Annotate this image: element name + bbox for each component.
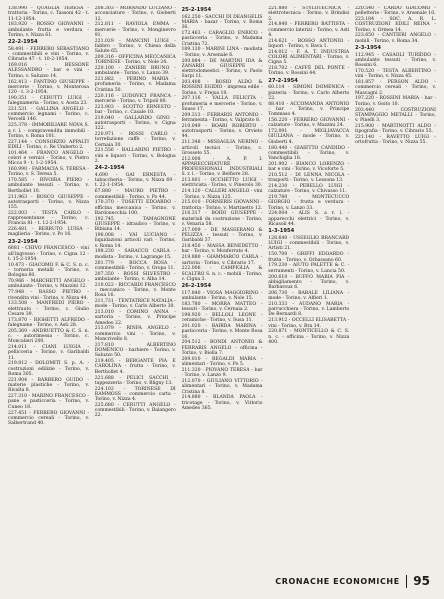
register-entry: 224.102 - TORINESE DI RAMMOSS - commercio carta - Torino, v. Nizza 4. <box>94 386 176 403</box>
register-entry: 219.405 - BERGANTE PIA E CAROLINA - frutta - Torino, v. Berthollet 4. <box>94 359 176 375</box>
register-entry: 207.116 - VALLA FELICITA - profumeria e mercerie - Torino, v. Snaso 17. <box>181 96 263 112</box>
register-entry: 196.008 - VAI LUCIANO - liquidazioni articoli vari - Torino, v. Roma 14. <box>94 233 176 249</box>
register-entry: 210.022 - RICCARDI FRANCESCO - meccanico - Torino, v. Monte Rosa 16. <box>94 282 176 299</box>
register-entry: 200.610 - BUFFO MARIA PIA - abbigliamento - Torino, v. Barbaroux 6. <box>268 274 350 290</box>
register-entry: 198.230 - SARACCO CARLA - modista - Torino, v. Lagrange 15. <box>94 249 176 260</box>
register-entry: 211.348 - MISSAGLIA NERINO - articoli tecnici - Torino, c. Grosseto 55. <box>181 140 263 156</box>
register-entry: 183.780 - MORRA MATTEO - tessuti - Torino, v. Cernaia 2. <box>181 301 263 313</box>
register-entry: 213.079 - RINFA ANGELO - commercio vini - Torino, v. Moncrivello 8. <box>94 326 176 342</box>
register-entry: 58.491 - FERRERO SEBASTIANO - commestibili e vini - Torino, v. Cibrario 47 - t. 10-2-1954. <box>8 46 89 63</box>
register-entry: 214.120 - CALLERI ANGELO - vini - Torino, v. Nizza 125. <box>181 189 263 200</box>
register-entry: 160.990 - FARMACIA S. TERESA - Torino, v. S. Teresa 5. <box>8 167 89 178</box>
register-entry: 206.730 - BARALE LILIANA - mode - Torino, v. Alfieri 1. <box>268 290 350 302</box>
register-entry: 215.900 - MARTINOTTI ALDO - tipografia - Torino, v. Cibrario 55. <box>355 123 436 135</box>
register-entry: 221.880 - STYLOTECNICA - elettrotecnica - Torino, v. Brindisi 2. <box>268 6 350 22</box>
register-entry: 203.408 - BOSIO ALDO & ROSSINI EGIDIO - impresa edile - Torino, v. Frejus 10. <box>181 80 263 96</box>
register-entry: 192.745 - TAMAGNONE GIUSEPPE - idraulico - Torino, v. Bibiana 14. <box>94 216 176 233</box>
register-entry: 189.130 - MARINI LINA - modista - Torino, v. Arsenale 6. <box>181 47 263 58</box>
register-entry: 215.010 - FORNERIS GIOVANNI - trattoria - Torino, v. Martinetto 12. <box>181 200 263 211</box>
column-3 <box>182 6 263 574</box>
register-entry: 133.508 - MANFREDI PIERO - elettrauto - Torino, c. Giulio Cesare 39. <box>8 301 89 317</box>
register-entry: 227.451 - FERRERO GIOVANNI - commercio cereali - Torino, v. Salbertrand 40. <box>8 410 89 426</box>
register-entry: 170.370 - TOSETTI EDOARDO - officina meccanica - Torino, v. Bardonecchia 100. <box>94 200 176 216</box>
register-entry: 214.011 - CIANI LUIGIA - pellicceria - Torino, v. Garibaldi 11. <box>8 345 89 361</box>
date-heading: 22-2-1954 <box>8 39 38 46</box>
register-entry: 223.650 - CANTIERI ANGELO - mobili - Torino, v. Roma 34. <box>355 33 436 44</box>
register-entry: 211.320 - PIOVANO TERESA - bar - Torino, v. Lanzo 9. <box>181 367 263 379</box>
page-footer <box>275 574 430 588</box>
register-entry: 201.779 - BOCCA ROSA - commestibili - Torino, v. Oropa 11. <box>94 260 176 271</box>
register-entry: 225.680 - CERUTTI ANGELO - commestibili - Torino, v. Balangero 22. <box>94 402 176 419</box>
register-entry: 169.016 - BESSONE ALESSANDRO - bar e vini - Torino, v. Saluzzo 14. <box>8 63 89 79</box>
register-entry: 128.640 - USSEGLIO BRANCARD LUIGI - commestibili - Torino, v. Artisti 21. <box>268 235 350 252</box>
register-entry: 220.971 - ROSSI CARLO - torrefazione caffè - Torino, v. Cernaia 30. <box>94 132 176 148</box>
register-entry: 221.029 - MANCINI LUIGI - fabbro - Torino, v. Chiesa della Salute 65. <box>94 38 176 55</box>
register-entry: 227.310 - MARINO FRANCESCO - pane e pasticceria - Torino, v. Cuneo 16. <box>8 394 89 410</box>
date-heading: 2-3-1954 <box>355 44 381 51</box>
register-entry: 223.184 - SOC. A. R. L. COSTRUZIONI EDILI REINA - Torino, v. Ormea 14. <box>355 17 436 33</box>
page-number: 95 <box>413 574 430 588</box>
register-entry: 180.440 - GIAIETTO CANDIDO - commestibili - Torino, v. Vanchiglia 18. <box>268 145 350 161</box>
register-entry: 204.512 - BONDI ANTONIO & FERRARIS ANGELO - officina - Torino, v. Biella 7. <box>181 340 263 356</box>
register-entry: 179.230 - AIUTO PALETTE & C. - serramenti - Torino, v. Lancia 50. <box>268 263 350 274</box>
register-entry: 220.116 - LUDOVICI FRANCA - mercerie - Torino, v. Tripoli 80. <box>94 93 176 104</box>
date-heading: 26-2-1954 <box>181 283 212 290</box>
register-entry: 221.688 - PELICI SACCHI - tappezzeria - Torino, v. Bligny 13. <box>94 375 176 386</box>
register-entry: 219.880 - GIAMMARCO CARLA - sartoria - Torino, v. Cibrario 17. <box>181 255 263 266</box>
date-heading: 27-2-1954 <box>268 77 298 84</box>
register-entry: 223.903 - SCOTTO ERNESTO - bar - Torino, c. Casale 10. <box>94 104 176 115</box>
register-entry: 210.333 - AUDANO MARIA - parrucchiera - Torino, v. Lamberto De Bernardi 8. <box>268 301 350 318</box>
register-entry: 227.144 - CONSORZIO APPALTI EDILI - Torino, c. Re Umberto 2. <box>8 139 89 150</box>
register-entry: 212.070 - GIULIANO VITTORIO - alimentari - Torino, v. Madama Cristina 8. <box>181 379 263 395</box>
register-entry: 200.884 - DE MARTINI IDA & ZANARDI GIUSEPPE - elettrodomestici - Torino, v. Paolo Sarpi 11. <box>181 58 263 80</box>
section-title: CRONACHE ECONOMICHE <box>275 576 400 586</box>
register-entry: 162.250 - SACCHI DI DEANGELIS MARIA - bazar - Torino, v. Roma 36. <box>181 14 263 31</box>
register-entry: 172.463 - CARAGLIO ENRICO - pasticceria - Torino, v. Madama Cristina 72. <box>181 31 263 47</box>
register-entry: 198.920 - BELLOLI LEONE - ceramiche - Torino, v. Susa 11. <box>181 313 263 324</box>
register-entry: 170.585 - RIVOIRA PIERO - ambulante tessuti - Torino, v. Berthollet 10. <box>8 178 89 194</box>
register-entry: 211.731 - TENTATRICE NATALIA - mode - Torino, v. Carlo Alberto 30. <box>94 299 176 310</box>
register-entry: 220.871 - MONTICELLO & C. S. n. c. - officina - Torino, v. Nizza 400. <box>268 329 350 345</box>
register-entry: 213.912 - OCCELLI ELISABETTA - vini - Torino, v. Bra 14. <box>268 318 350 329</box>
register-entry: 212.008 - A. P. I. APPARECCHIATURE PROFESSIONALI INDUSTRIALI S. r. l. - Torino, v. Belfiore 28. <box>181 156 263 178</box>
register-entry: 183.920 - ROSSO GIOVANNI - ambulante frutta e verdura - Torino, v. Nizza 61. <box>8 22 89 38</box>
register-entry: 190.351 - CERUTTI LUIGI - falegnameria - Torino, v. Aosta 23. <box>8 95 89 107</box>
register-entry: 219.780 - MONTECUCCO GIORGIO - frutta e verdura - Torino, v. Lanzo 33. <box>268 195 350 211</box>
register-entry: 170.520 - TESTA ALBERTINO - vini - Torino, v. Nizza 45. <box>355 69 436 80</box>
register-entry: 150.700 - GRIFFI EDOARDO - frutta - Torino, v. Orbassano 60. <box>268 252 350 263</box>
register-entry: 4.690 - GAI ERNESTA - tabaccheria - Torino, v. Nizza 69 - t. 22-1-1954. <box>94 172 176 189</box>
column-2 <box>95 6 176 574</box>
register-entry: 219.040 - GALLARDO GINO - autotrasporti - Torino, v. Cigna 122. <box>94 115 176 132</box>
register-entry: 214.012 - F. A. T. INDUSTRIA COLORI ALIMENTARI - Torino, v. Cigna 5. <box>268 49 350 66</box>
register-entry: 214.880 - BLANDA PAOLA - tricotage - Torino, v. Vittorio Amedeo 365. <box>181 395 263 411</box>
date-heading: 23-2-1954 <box>8 238 38 245</box>
register-entry: 209.316 - OFFICINA MECCANICA TORINESE - Torino, v. Nole 24. <box>94 55 176 66</box>
register-entry: 208.303 - MORANDO LUCIANO - acconciature - Torino, v. Gioberti 12. <box>94 6 176 22</box>
register-entry: 221.556 - BALLARINI PIETRO - vini e liquori - Torino, v. Bologna 2. <box>94 148 176 164</box>
register-entry: 221.882 - PERINO MARIA - profumeria - Torino, v. Madama Cristina 50. <box>94 77 176 93</box>
register-entry: 162.413 - FANTINO GIUSEPPE - mercerie - Torino, v. Monterosa 120 - t. 3-2-1954. <box>8 79 89 96</box>
column-1 <box>8 6 89 574</box>
register-entry: 205.369 - ANDRUETTO & C. S. n. c. - autorimessa - Torino, c. Moncalieri 200. <box>8 328 89 345</box>
register-entry: 224.004 - ALIS S. a r. l. - apparecchi elettrici - Torino, v. Ricasoli 44. <box>268 211 350 227</box>
register-entry: 216.317 - BOIDI GIUSEPPE - materiali da costruzione - Torino, v. Venaria 58. <box>181 211 263 227</box>
register-entry: 221.531 - GALLINA ANGELO - commercio legnami - Torino, c. Vercelli 146. <box>8 106 89 123</box>
register-entry: 214.621 - ROSSO ANTONIO - liquori - Torino, v. Bava 1. <box>268 38 350 49</box>
register-entry: 172.091 - MIGLIAVACCA GIULIANA - mode - Torino, v. Gioberti 4. <box>268 129 350 145</box>
register-entry: 6681 - CHIVO FRANCESCO - vini all'ingrosso - Torino, v. Cigna 12 - t. 15-2-1954. <box>8 246 89 262</box>
register-entry: 226.481 - BERRUTO LUISA - maglieria - Torino, v. Po 16. <box>8 227 89 238</box>
register-entry: 156.220 - FERRERO GIOVANNI - calzature - Torino, v. Mazzini 24. <box>268 118 350 129</box>
register-entry: 212.811 - RAVIOLA EMMA - mercerie - Torino, v. Monginevro 91. <box>94 22 176 38</box>
register-entry: 220.540 - CARDO GIACOMO - pelletterie - Torino, v. Arsenale 10. <box>355 6 436 17</box>
register-entry: 207.350 - ROSSI SILVESTRO - ambulante - Torino, v. Alba 14. <box>94 271 176 282</box>
register-entry: 213.010 - COMINO ANNA - sartoria - Torino, v. Principe Amedeo 22. <box>94 310 176 326</box>
register-entry: 214.230 - PERELLO LUIGI - calzature - Torino, v. Chivasso 11. <box>268 184 350 195</box>
date-heading: 25-2-1954 <box>181 7 212 13</box>
register-entry: 138.990 - QUAGLIA TERESA - trattoria - Torino, c. Tassoni 42 - t. 11-12-1954. <box>8 6 89 22</box>
register-entry: 210.512 - DI LENNA NICOLA - trasporti - Torino, v. Lessona 13. <box>268 172 350 184</box>
register-entry: 197.220 - ROSSINI MARIA - bar - Torino, v. Goito 10. <box>355 96 436 107</box>
register-entry: 222.006 - CAMPIGLIA & SCALTRO S. n. c. - mobili - Torino, v. Cigna 3. <box>181 266 263 282</box>
date-heading: 1-3-1954 <box>268 228 295 235</box>
register-entry: 222.003 - TESTA CARLO - rappresentanze - Torino, c. Francia 81 - t. 12-2-1954. <box>8 210 89 227</box>
footer-divider <box>406 575 408 588</box>
register-entry: 220.100 - ZANIERI BRUNO - ambulante - Torino, v. Lanzo 39. <box>94 66 176 77</box>
register-entry: 10.473 - GIACOMO F. & C. S. n. c. - torneria metalli - Torino, v. Bologna 60. <box>8 262 89 279</box>
register-entry: 218.702 - CAFFÈ DEL PONTE - Torino, v. Rossini 44. <box>268 66 350 77</box>
register-entry: 211.963 - BOSCO GIUSEPPE - autotrasporti - Torino, v. Nizza 155. <box>8 194 89 211</box>
register-entry: 77.948 - BASSO PIETRO - rivendita vini - Torino, v. Nizza 44. <box>8 290 89 301</box>
register-entry: 201.020 - BAIRDA MARINA - pasticceria - Torino, v. Monte Rosa 16. <box>181 324 263 340</box>
register-entry: 173.870 - RIGHETTI ALFREDO - falegname - Torino, v. Asti 28. <box>8 317 89 328</box>
register-columns <box>8 6 436 574</box>
register-entry: 225.378 - IMMOBILIARE NOVA S. a r. l. - compravendita immobili - Torino, v. Roma 101. <box>8 123 89 139</box>
register-entry: 201.902 - BIANCO LORENZO - bar e vini - Torino, v. Vicoforte 5. <box>268 161 350 173</box>
register-entry: 67.880 - MAURO PIETRO - commestibili - Torino, v. Po 44. <box>94 189 176 200</box>
register-entry: 112.945 - CASAOLI TURIDDO - ambulante tessuti - Torino, v. Rossini 6. <box>355 52 436 69</box>
date-heading: 24-2-1954 <box>94 165 125 172</box>
register-entry: 210.049 - BOARI ROBERTO - autotrasporti - Torino, v. Orvieto 44. <box>181 123 263 140</box>
register-entry: 217.810 - ALBERTINO DOMENICO - barbiere - Torino, v. Saluzzo 50. <box>94 342 176 359</box>
register-entry: 214.840 - FERRERO BATTISTA - commercio laterizi - Torino, v. Asti 4. <box>268 22 350 38</box>
column-5 <box>355 6 436 574</box>
register-entry: 181.857 - PERSON ALDO - commercio cereali - Torino, v. Mascagni 2. <box>355 80 436 96</box>
register-entry: 209.010 - REGALDI MARIA - alimentari - Torino, v. Po 5. <box>181 356 263 368</box>
register-entry: 209.313 - FERRARIS ANTONIO - ferramenta - Torino, v. Valprato 8. <box>181 112 263 124</box>
column-4 <box>268 6 349 574</box>
register-entry: 70.966 - MARCHETTI ANGELO - ambulante - Torino, v. Mazzini 12. <box>8 279 89 290</box>
register-entry: 101.464 - FRANCO ANGELO - colori e vernici - Torino, v. Pietro Micca 9 - t. 1-2-1954. <box>8 150 89 167</box>
register-entry: 219.812 - DOLOMITI S. p. A. - costruzioni edilizie - Torino, v. Roma 305. <box>8 361 89 377</box>
register-entry: 221.140 - RAVETTO LUIGI - ortofrutta - Torino, v. Nizza 55. <box>355 135 436 146</box>
register-entry: 60.114 - SIMONI DOMENICA - pizzeria - Torino, v. Carlo Alberto 22. <box>268 85 350 101</box>
register-entry: 217.009 - DE MASSERANO & PELIZZA - tessuti - Torino, v. Garibaldi 37. <box>181 227 263 244</box>
register-entry: 203.440 - COSTRUZIONI STAMPAGGIO METALLI - Torino, v. Pinelli 3. <box>355 107 436 124</box>
register-entry: 117.840 - VIOSA MAGGIORINO - ambulante - Torino, v. Nole 15. <box>181 290 263 302</box>
register-entry: 218.450 - MASSA BENEDETTO - bar - Torino, v. Monferrato 4. <box>181 244 263 255</box>
register-entry: 221.904 - BARBERO GUIDO - materie plastiche - Torino, v. Rivalta 8. <box>8 377 89 394</box>
register-entry: 213.801 - OCCHETTO LUIGI - elettricista - Torino, v. Pinerolo 30. <box>181 178 263 189</box>
register-entry: 88.410 - ACCOMANDA ANTONIO - bar - Torino, v. Principe Tommaso 4. <box>268 101 350 118</box>
